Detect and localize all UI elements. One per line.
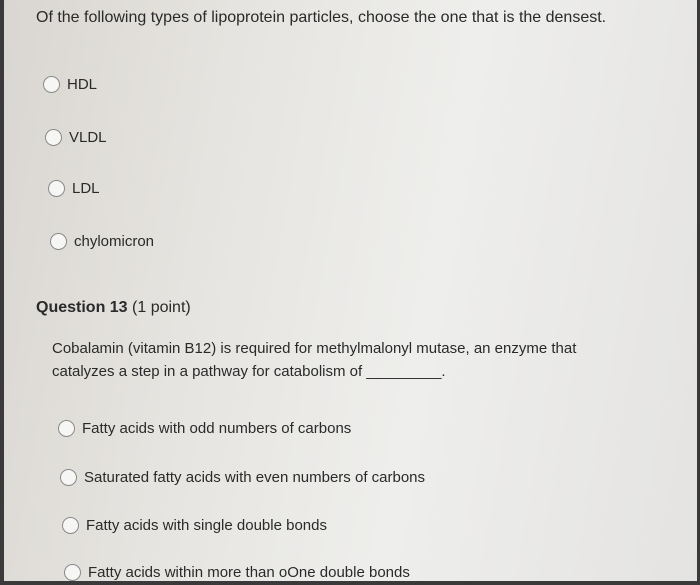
q13-option-saturated-even[interactable] (60, 469, 425, 486)
q12-option-hdl[interactable] (43, 76, 97, 93)
radio-button[interactable] (45, 129, 62, 146)
radio-button[interactable] (48, 180, 65, 197)
option-label: LDL (72, 180, 100, 197)
option-label: Fatty acids with odd numbers of carbons (82, 420, 352, 437)
question-13-points: (1 point) (132, 299, 191, 316)
q12-option-vldl[interactable] (45, 129, 107, 146)
question-13-header (36, 299, 191, 317)
question-13-prompt: Cobalamin (vitamin B12) is required for methylmalonyl mutase, an enzyme that catalyzes a step in a pathway for catabolism of _________. (52, 340, 577, 380)
q13-option-multiple-double-bonds[interactable] (64, 564, 410, 581)
option-label: VLDL (69, 129, 107, 146)
radio-button[interactable] (64, 564, 81, 581)
q13-option-single-double-bonds[interactable] (62, 517, 327, 534)
option-label: Fatty acids with single double bonds (86, 517, 327, 534)
option-label: chylomicron (74, 233, 155, 250)
option-label: HDL (67, 76, 98, 93)
option-label: Fatty acids within more than oOne double bonds (88, 564, 410, 581)
radio-button[interactable] (43, 76, 60, 93)
radio-button[interactable] (58, 420, 75, 437)
q12-option-chylomicron[interactable] (50, 233, 154, 250)
option-label: Saturated fatty acids with even numbers of carbons (84, 469, 426, 486)
radio-button[interactable] (60, 469, 77, 486)
question-13-title: Question 13 (36, 299, 128, 316)
q13-option-odd-carbons[interactable] (58, 420, 351, 437)
question-12-prompt: Of the following types of lipoprotein particles, choose the one that is the densest. (36, 9, 607, 26)
radio-button[interactable] (62, 517, 79, 534)
window-border-bottom (0, 581, 700, 585)
q12-option-ldl[interactable] (48, 180, 100, 197)
window-border-left (0, 0, 4, 585)
radio-button[interactable] (50, 233, 67, 250)
